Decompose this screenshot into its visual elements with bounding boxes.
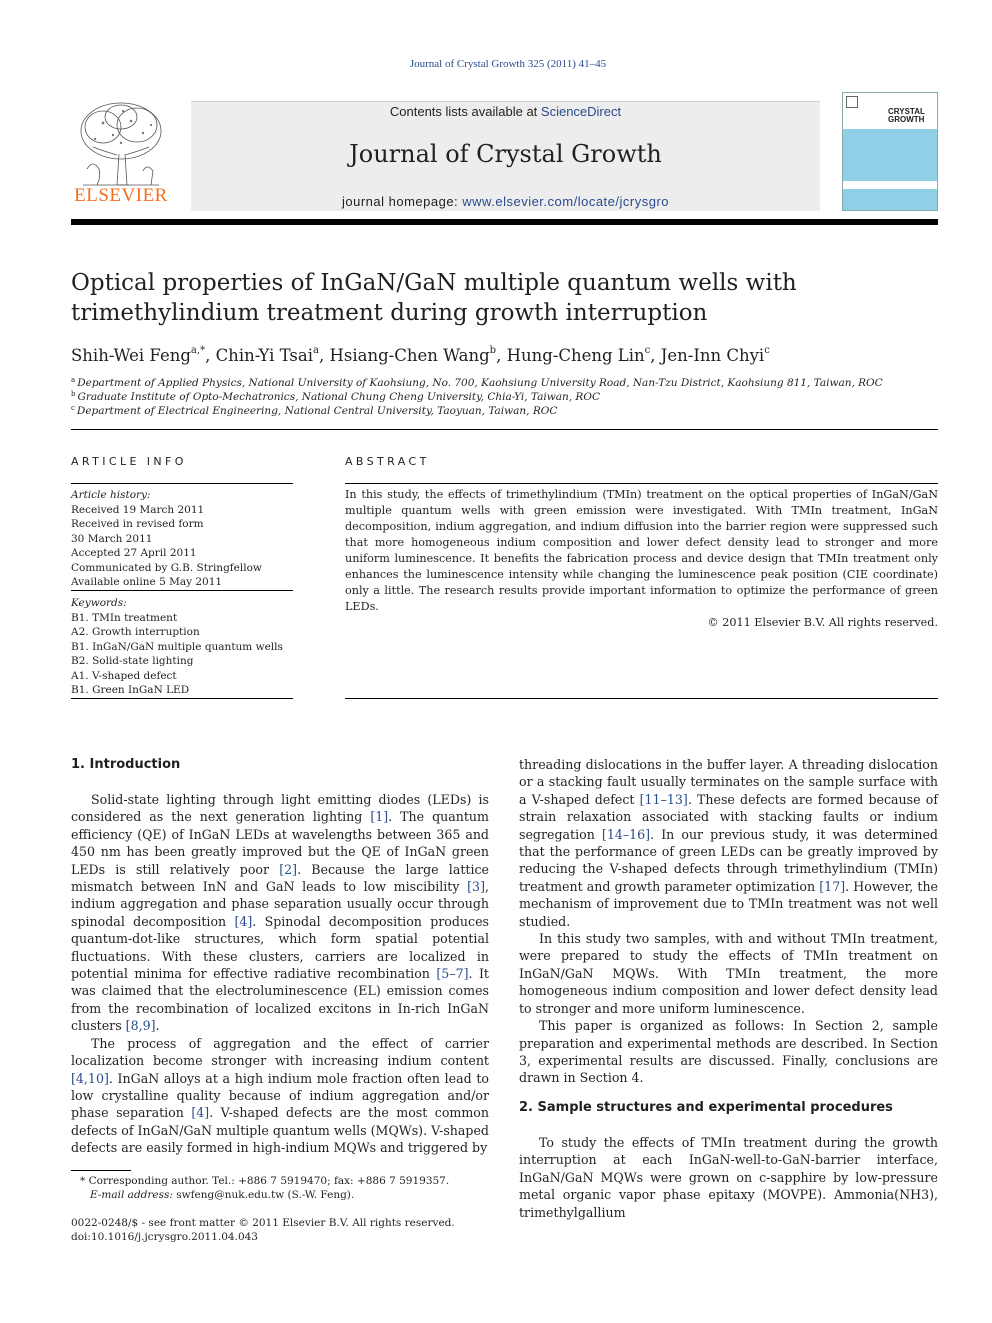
elsevier-logo[interactable] <box>71 93 171 211</box>
citation-link[interactable]: [2] <box>279 861 298 877</box>
divider <box>345 483 938 484</box>
affiliation-c: $^c$ Department of Electrical Engineering, National Central University, Taoyuan, Taiwan, ROC <box>71 404 558 417</box>
article-history: Article history: Received 19 March 2011 Received in revised form 30 March 2011 Accepted 27 April 2011 Communicated by G.B. Stringfellow Available online 5 May 2011 <box>71 489 262 588</box>
citation-link[interactable]: [4] <box>191 1105 210 1121</box>
elsevier-tree-icon <box>73 99 169 187</box>
cover-art <box>843 129 937 181</box>
contents-line: Contents lists available at ScienceDirect <box>389 104 622 119</box>
author[interactable]: Shih-Wei Feng$^{a,*}$ <box>71 345 206 365</box>
citation-link[interactable]: [5–7] <box>436 966 469 982</box>
citation-link[interactable]: [3] <box>467 879 485 895</box>
divider <box>71 429 938 430</box>
paragraph: threading dislocations in the buffer layer. A threading dislocation or a stacking fault usually terminates on the sample surface with a V-shaped defect [11–13]. These defects are formed because of strain relaxation associated with stacking faults or indium segregation [14–16]. In our previous study, it was determined that the performance of green LEDs can be greatly improved by reducing the V-shaped defects through trimethylindium (TMIn) treatment and growth parameter optimization [17]. However, the mechanism of improvement due to TMIn treatment was not well studied. <box>519 757 939 929</box>
citation-link[interactable]: [4] <box>234 913 253 929</box>
divider <box>71 698 293 699</box>
journal-header-band <box>191 101 820 211</box>
cover-logo-icon <box>846 96 858 108</box>
paragraph: To study the effects of TMIn treatment during the growth interruption at each InGaN-well-to-GaN-barrier interface, InGaN/GaN MQWs were grown on c-sapphire by low-pressure metal organic vapor phase epitaxy (MOVPE). Ammonia(NH3), trimethylgallium <box>519 1135 938 1220</box>
author[interactable]: Hung-Cheng Lin$^c$ <box>506 345 651 365</box>
journal-cover-thumbnail[interactable] <box>842 92 938 211</box>
paragraph: This paper is organized as follows: In Section 2, sample preparation and experimental methods are described. In Section 3, experimental results are discussed. Finally, conclusions are drawn in Section 4. <box>519 1018 938 1086</box>
citation-link[interactable]: [11–13] <box>639 791 688 807</box>
elsevier-wordmark: ELSEVIER <box>74 185 168 206</box>
affiliation-a: $^a$ Department of Applied Physics, National University of Kaohsiung, No. 700, Kaohsiung University Road, Nan-Tzu District, Kaohsiung 811, Taiwan, ROC <box>71 376 883 389</box>
paragraph: In this study two samples, with and without TMIn treatment, were prepared to study the effects of TMIn treatment on InGaN/GaN MQWs. With TMIn treatment, the more homogeneous indium composition and lower defect density lead to stronger and more uniform luminescence. <box>519 931 938 1016</box>
author[interactable]: Hsiang-Chen Wang$^b$ <box>329 345 497 365</box>
header-divider <box>71 219 938 225</box>
body-column-right-continued <box>519 1134 938 1221</box>
divider <box>345 698 938 699</box>
affiliation-b: $^b$ Graduate Institute of Opto-Mechatronics, National Chung Cheng University, Chia-Yi, Taiwan, ROC <box>71 390 600 403</box>
paragraph: Solid-state lighting through light emitting diodes (LEDs) is considered as the next generation lighting [1]. The quantum efficiency (QE) of InGaN LEDs at wavelengths between 365 and 450 nm has been greatly improved but the QE of InGaN green LEDs is still relatively poor [2]. Because the large lattice mismatch between InN and GaN leads to low miscibility [3], indium aggregation and phase separation usually occur through spinodal decomposition [4]. Spinodal decomposition produces quantum-dot-like structures, which form spatial potential fluctuations. With these clusters, carriers are localized in potential minima for effective radiative recombination [5–7]. It was claimed that the electroluminescence (EL) emission comes from the recombination of localized excitons in In-rich InGaN clusters [8,9]. <box>71 792 490 1034</box>
journal-citation[interactable]: Journal of Crystal Growth 325 (2011) 41–45 <box>409 58 607 70</box>
citation-link[interactable]: [17] <box>819 878 846 894</box>
corresponding-author-note: * Corresponding author. Tel.: +886 7 5919470; fax: +886 7 5919357. <box>80 1175 450 1187</box>
email-link[interactable]: swfeng@nuk.edu.tw (S.-W. Feng). <box>172 1189 355 1201</box>
author[interactable]: Jen-Inn Chyi$^c$ <box>660 345 770 365</box>
author[interactable]: Chin-Yi Tsai$^a$ <box>215 345 319 365</box>
cover-title: CRYSTAL GROWTH <box>888 107 925 124</box>
divider <box>71 590 293 591</box>
citation-link[interactable]: [1] <box>370 809 389 825</box>
author-list: Shih-Wei Feng$^{a,*}$, Chin-Yi Tsai$^a$, Hsiang-Chen Wang$^b$, Hung-Cheng Lin$^c$, Jen-Inn Chyi$^c$ <box>71 345 770 365</box>
citation-link[interactable]: [14–16] <box>601 826 651 842</box>
citation-link[interactable]: [4,10] <box>71 1070 109 1086</box>
section-heading-sample-structures: 2. Sample structures and experimental procedures <box>519 1100 893 1115</box>
journal-title[interactable]: Journal of Crystal Growth <box>349 140 662 168</box>
article-info-heading: ARTICLE INFO <box>71 455 187 468</box>
paragraph: The process of aggregation and the effect of carrier localization become stronger with increasing indium content [4,10]. InGaN alloys at a high indium mole fraction often lead to low crystalline quality because of indium aggregation and/or phase separation [4]. V-shaped defects are the most common defects of InGaN/GaN multiple quantum wells (MQWs). V-shaped defects are easily formed in high-indium MQWs and triggered by <box>71 1035 489 1156</box>
citation-link[interactable]: [8,9] <box>125 1018 156 1034</box>
body-column-left <box>71 791 489 1157</box>
journal-homepage: journal homepage: www.elsevier.com/locate/jcrysgro <box>341 194 670 209</box>
abstract-text: In this study, the effects of trimethylindium (TMIn) treatment on the optical properties of InGaN/GaN multiple quantum wells with green emission were investigated. With TMIn treatment, InGaN decomposition, indium aggregation, and indium diffusion into the barrier region were suppressed such that more homogeneous indium composition and lower defect density lead to stronger and more uniform luminescence. It benefits the fabrication process and device design that TMIn treatment only enhances the luminescence intensity while changing the luminescence peak position (CIE coordinate) only a little. The research results provide important information to optimize the performance of green LEDs. <box>345 488 938 613</box>
doi-link[interactable]: doi:10.1016/j.jcrysgro.2011.04.043 <box>71 1231 258 1243</box>
email-note: E-mail address: swfeng@nuk.edu.tw (S.-W. Feng). <box>90 1189 355 1201</box>
divider <box>71 483 293 484</box>
article-title: Optical properties of InGaN/GaN multiple quantum wells with trimethylindium treatment during growth interruption <box>71 270 797 326</box>
abstract-heading: ABSTRACT <box>345 455 430 468</box>
homepage-link[interactable]: www.elsevier.com/locate/jcrysgro <box>462 194 670 209</box>
issn-line: 0022-0248/$ - see front matter © 2011 Elsevier B.V. All rights reserved. <box>71 1217 455 1229</box>
copyright-notice: © 2011 Elsevier B.V. All rights reserved. <box>707 616 938 629</box>
footnote-rule <box>71 1170 131 1171</box>
sciencedirect-link[interactable]: ScienceDirect <box>540 104 622 119</box>
body-column-right <box>519 756 938 1087</box>
keywords: Keywords: B1. TMIn treatment A2. Growth interruption B1. InGaN/GaN multiple quantum wells B2. Solid-state lighting A1. V-shaped defect B1. Green InGaN LED <box>71 597 283 696</box>
section-heading-introduction: 1. Introduction <box>71 757 181 772</box>
